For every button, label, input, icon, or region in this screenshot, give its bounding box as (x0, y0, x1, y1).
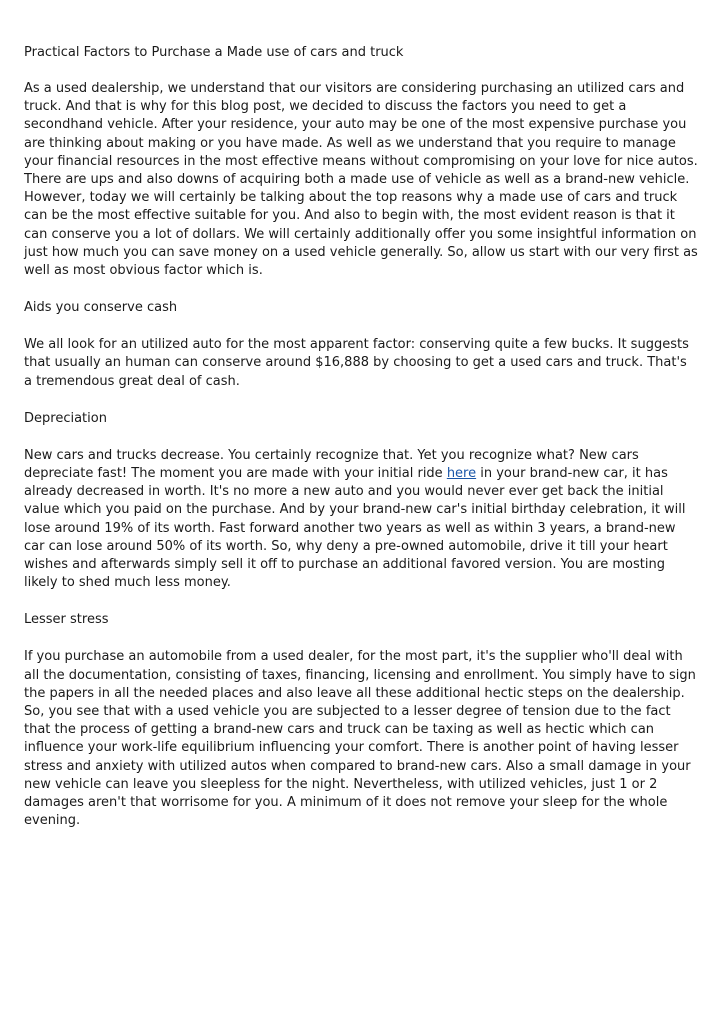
section-heading-save-cash: Aids you conserve cash (24, 300, 178, 316)
section-body-depreciation (24, 447, 698, 593)
intro-paragraph: As a used dealership, we understand that our visitors are considering purchasing an utilized cars and truck. And that is why for this blog post, we decided to discuss the factors you need to get a secondhand vehicle. After your residence, your auto may be one of the most expensive purchase you are thinking about making or you have made. As well as we understand that you require to manage your financial resources in the most effective means without compromising on your love for nice autos. There are ups and also downs of acquiring both a made use of vehicle as well as a brand-new vehicle. However, today we will certainly be talking about the top reasons why a made use of cars and truck can be the most effective suitable for you. And also to begin with, the most evident reason is that it can conserve you a lot of dollars. We will certainly additionally offer you some insightful information on just how much you can save money on a used vehicle generally. So, allow us start with our very first as well as most obvious factor which is. (24, 81, 698, 279)
section-body-lesser-stress: If you purchase an automobile from a used dealer, for the most part, it's the supplier who'll deal with all the documentation, consisting of taxes, financing, licensing and enrollment. You simply have to sign the papers in all the needed places and also leave all these additional hectic steps on the dealership. So, you see that with a used vehicle you are subjected to a lesser degree of tension due to the fact that the process of getting a brand-new cars and truck can be taxing as well as hectic which can influence your work-life equilibrium influencing your comfort. There is another point of having lesser stress and anxiety with utilized autos when compared to brand-new cars. Also a small damage in your new vehicle can leave you sleepless for the night. Nevertheless, with utilized vehicles, just 1 or 2 damages aren't that worrisome for you. A minimum of it does not remove your sleep for the whole evening. (24, 649, 696, 829)
section-heading-depreciation: Depreciation (24, 410, 107, 426)
depreciation-text-after-link: in your brand-new car, it has already decreased in worth. It's no more a new auto and you would never ever get back the initial value which you paid on the purchase. And by your brand-new car's initial birthday celebration, it will lose around 19% of its worth. Fast forward another two years as well as within 3 years, a brand-new car can lose around 50% of its worth. So, why deny a pre-owned automobile, drive it till your heart wishes and afterwards simply sell it off to purchase an additional favored version. You are mosting likely to shed much less money. (24, 466, 686, 591)
depreciation-text-before-link: New cars and trucks decrease. You certainly recognize that. Yet you recognize what? New cars depreciate fast! The moment you are made with your initial ride (24, 447, 639, 482)
section-heading-lesser-stress: Lesser stress (24, 612, 109, 628)
here-link[interactable]: here (446, 466, 477, 482)
document-title: Practical Factors to Purchase a Made use of cars and truck (24, 45, 404, 60)
section-body-save-cash: We all look for an utilized auto for the most apparent factor: conserving quite a few bucks. It suggests that usually an human can conserve around $16,888 by choosing to get a used cars and truck. That's a tremendous great deal of cash. (24, 337, 689, 389)
